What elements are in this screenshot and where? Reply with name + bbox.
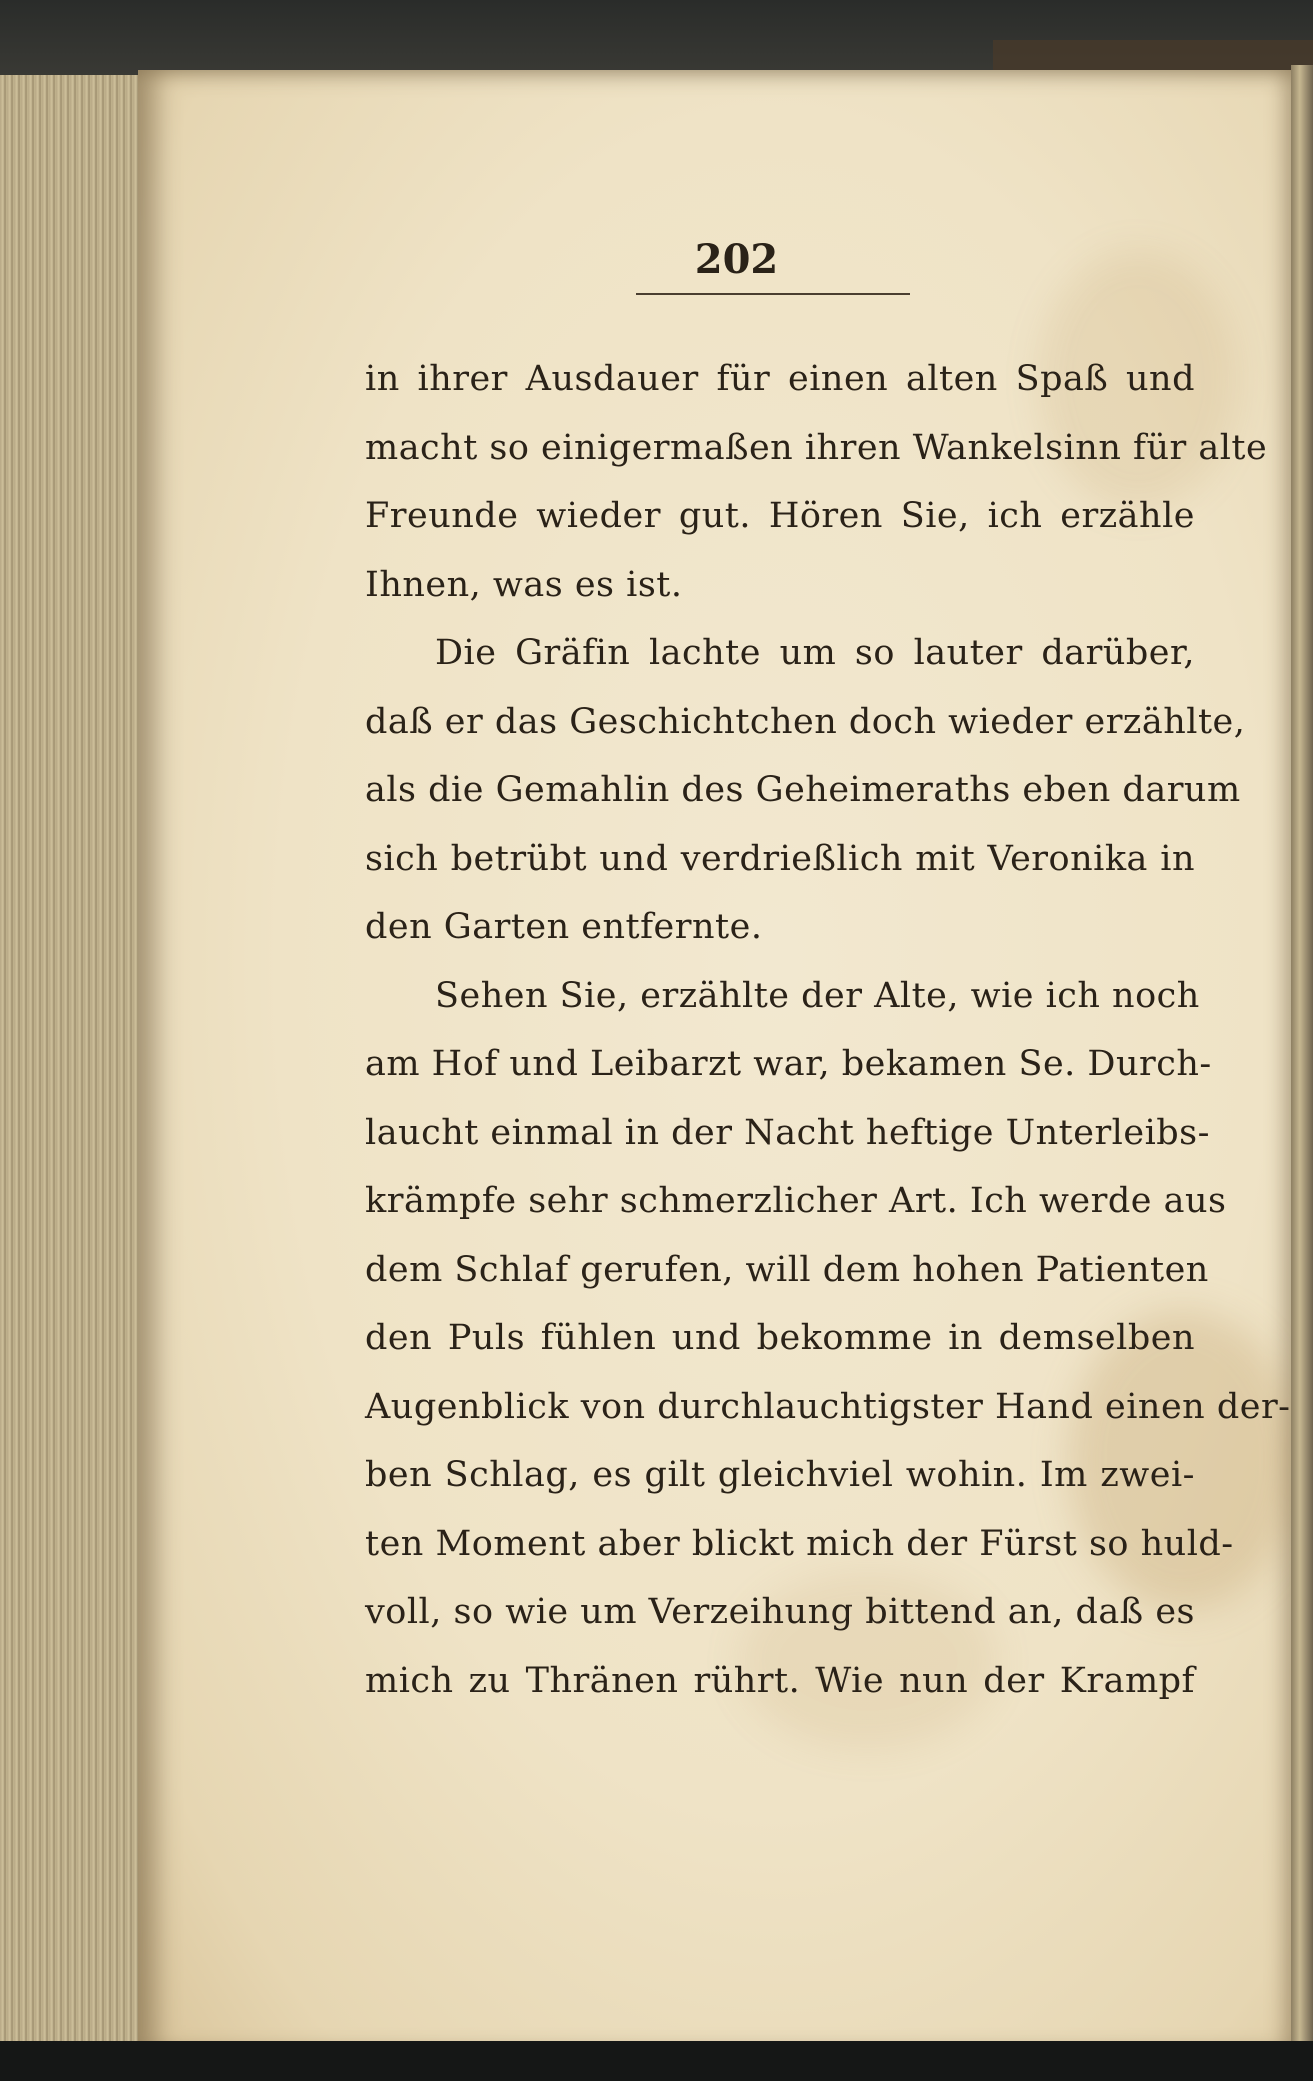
text-line: Ihnen, was es ist. <box>365 564 683 605</box>
text-line: laucht einmal in der Nacht heftige Unterleibs- <box>365 1112 1210 1153</box>
text-line: Augenblick von durchlauchtigster Hand einen der- <box>365 1386 1291 1427</box>
text-line: macht so einigermaßen ihren Wankelsinn für alte <box>365 427 1268 468</box>
text-line: den Garten entfernte. <box>365 907 763 947</box>
text-line: am Hof und Leibarzt war, bekamen Se. Durch- <box>365 1044 1212 1084</box>
text-line: Sehen Sie, erzählte der Alte, wie ich noch <box>435 975 1200 1016</box>
page-edges-left <box>0 75 150 2050</box>
header-rule <box>636 293 910 295</box>
body-text <box>365 345 1291 1715</box>
book-cover-bottom <box>0 2041 1313 2081</box>
page-edges-right <box>1291 65 1313 2055</box>
text-line: sich betrübt und verdrießlich mit Veronika in <box>365 838 1195 879</box>
text-line: Freunde wieder gut. Hören Sie, ich erzähle <box>365 496 1195 536</box>
text-line: den Puls fühlen und bekomme in demselben <box>365 1318 1195 1358</box>
text-line: in ihrer Ausdauer für einen alten Spaß und <box>365 359 1195 399</box>
text-line: ten Moment aber blickt mich der Fürst so huld- <box>365 1523 1234 1564</box>
text-line: als die Gemahlin des Geheimeraths eben darum <box>365 770 1241 810</box>
text-line: ben Schlag, es gilt gleichviel wohin. Im zwei- <box>365 1455 1195 1495</box>
text-line: voll, so wie um Verzeihung bittend an, daß es <box>365 1592 1195 1632</box>
text-line: mich zu Thränen rührt. Wie nun der Krampf <box>365 1660 1195 1701</box>
text-line: dem Schlaf gerufen, will dem hohen Patienten <box>365 1249 1209 1290</box>
text-line: daß er das Geschichtchen doch wieder erzählte, <box>365 701 1246 742</box>
page-number: 202 <box>694 236 779 283</box>
text-line: Die Gräfin lachte um so lauter darüber, <box>435 633 1195 673</box>
text-line: krämpfe sehr schmerzlicher Art. Ich werde aus <box>365 1181 1227 1221</box>
